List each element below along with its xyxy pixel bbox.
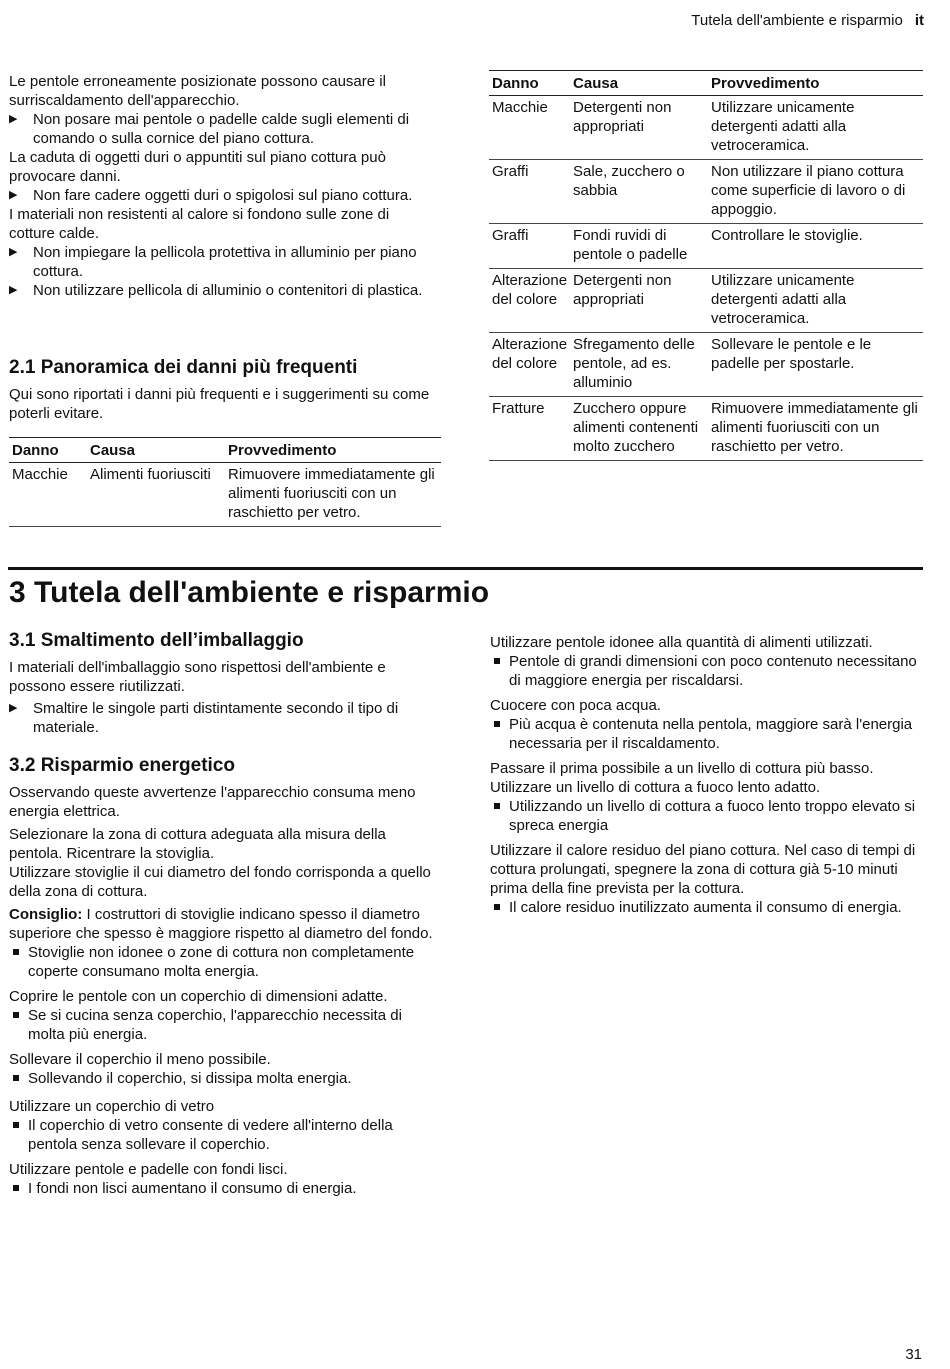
table-row <box>489 269 923 333</box>
triangle-bullet-icon: ▶ <box>9 113 18 125</box>
table-cell-provvedimento: Non utilizzare il piano cottura come superficie di lavoro o di appoggio. <box>708 160 923 224</box>
right-bottom-column <box>490 633 920 917</box>
table-cell-danno: Alterazione del colore <box>489 269 570 333</box>
list-item: ▶ Non posare mai pentole o padelle calde sugli elementi di comando o sulla cornice del piano cottura. <box>9 111 410 147</box>
list-item: Più acqua è contenuta nella pentola, maggiore sarà l'energia necessaria per il riscaldamento. <box>490 715 920 753</box>
table-cell-causa: Detergenti non appropriati <box>570 96 708 160</box>
table-row <box>489 96 923 160</box>
chapter-heading-container <box>9 576 489 610</box>
paragraph: Selezionare la zona di cottura adeguata alla misura della pentola. Ricentrare la stoviglia. <box>9 826 386 862</box>
square-bullet-icon <box>13 1012 19 1018</box>
table-cell-danno: Macchie <box>489 96 570 160</box>
table-row <box>489 224 923 269</box>
paragraph: Coprire le pentole con un coperchio di dimensioni adatte. <box>9 988 388 1005</box>
list-item: ▶ Smaltire le singole parti distintamente secondo il tipo di materiale. <box>9 700 399 736</box>
damage-table-right <box>489 70 923 461</box>
list-item: Stoviglie non idonee o zone di cottura non completamente coperte consumano molta energia. <box>9 943 441 981</box>
tip-label: Consiglio: <box>9 906 83 923</box>
table-cell-causa: Alimenti fuoriusciti <box>87 463 225 527</box>
paragraph: La caduta di oggetti duri o appuntiti sul piano cottura può provocare danni. <box>9 149 386 185</box>
column-header: Provvedimento <box>708 71 923 96</box>
triangle-bullet-icon: ▶ <box>9 284 18 296</box>
table-cell-provvedimento: Rimuovere immediatamente gli alimenti fuoriusciti con un raschietto per vetro. <box>225 463 441 527</box>
table-cell-provvedimento: Rimuovere immediatamente gli alimenti fuoriusciti con un raschietto per vetro. <box>708 397 923 461</box>
column-header: Provvedimento <box>225 438 441 463</box>
paragraph: Utilizzare pentole e padelle con fondi lisci. <box>9 1161 288 1178</box>
paragraph: I materiali dell'imballaggio sono rispettosi dell'ambiente e possono essere riutilizzati. <box>9 659 386 695</box>
list-item: I fondi non lisci aumentano il consumo di energia. <box>9 1179 441 1198</box>
column-header: Danno <box>489 71 570 96</box>
table-cell-causa: Sfregamento delle pentole, ad es. alluminio <box>570 333 708 397</box>
table-cell-provvedimento: Utilizzare unicamente detergenti adatti alla vetroceramica. <box>708 269 923 333</box>
list-item: Utilizzando un livello di cottura a fuoco lento troppo elevato si spreca energia <box>490 797 920 835</box>
square-bullet-icon <box>494 658 500 664</box>
chapter-heading: 3 Tutela dell'ambiente e risparmio <box>9 576 490 609</box>
list-item: Il coperchio di vetro consente di vedere all'interno della pentola senza sollevare il coperchio. <box>9 1116 441 1154</box>
table-cell-danno: Alterazione del colore <box>489 333 570 397</box>
damage-table-left <box>9 437 441 527</box>
square-bullet-icon <box>13 1122 19 1128</box>
square-bullet-icon <box>494 904 500 910</box>
list-item: ▶ Non fare cadere oggetti duri o spigolosi sul piano cottura. <box>9 187 413 204</box>
tip-paragraph: Consiglio: I costruttori di stoviglie indicano spesso il diametro superiore che spesso è maggiore rispetto al diametro del fondo. <box>9 906 433 942</box>
paragraph: Le pentole erroneamente posizionate possono causare il surriscaldamento dell'apparecchio. <box>9 73 386 109</box>
paragraph: Utilizzare stoviglie il cui diametro del fondo corrisponda a quello della zona di cottura. <box>9 864 431 900</box>
triangle-bullet-icon: ▶ <box>9 246 18 258</box>
list-item: Se si cucina senza coperchio, l'apparecchio necessita di molta più energia. <box>9 1006 441 1044</box>
square-bullet-icon <box>13 949 19 955</box>
table-cell-danno: Macchie <box>9 463 87 527</box>
list-item: Il calore residuo inutilizzato aumenta il consumo di energia. <box>490 898 920 917</box>
table-cell-provvedimento: Utilizzare unicamente detergenti adatti alla vetroceramica. <box>708 96 923 160</box>
table-cell-danno: Graffi <box>489 160 570 224</box>
paragraph: I materiali non resistenti al calore si fondono sulle zone di cotture calde. <box>9 206 390 242</box>
table-cell-causa: Sale, zucchero o sabbia <box>570 160 708 224</box>
paragraph: Passare il prima possibile a un livello di cottura più basso. Utilizzare un livello di cottura a fuoco lento adatto. <box>490 760 874 796</box>
table-row <box>9 463 441 527</box>
table-row <box>489 333 923 397</box>
table-cell-causa: Detergenti non appropriati <box>570 269 708 333</box>
triangle-bullet-icon: ▶ <box>9 189 18 201</box>
section-heading: 3.1 Smaltimento dell’imballaggio <box>9 630 304 651</box>
triangle-bullet-icon: ▶ <box>9 702 18 714</box>
paragraph: Qui sono riportati i danni più frequenti e i suggerimenti su come poterli evitare. <box>9 386 430 422</box>
paragraph: Cuocere con poca acqua. <box>490 697 661 714</box>
table-cell-causa: Fondi ruvidi di pentole o padelle <box>570 224 708 269</box>
column-header: Causa <box>570 71 708 96</box>
square-bullet-icon <box>13 1185 19 1191</box>
paragraph: Osservando queste avvertenze l'apparecchio consuma meno energia elettrica. <box>9 784 416 820</box>
section-heading: 3.2 Risparmio energetico <box>9 755 235 776</box>
chapter-rule <box>8 567 923 570</box>
list-item: ▶ Non impiegare la pellicola protettiva in alluminio per piano cottura. <box>9 244 417 280</box>
header-language: it <box>914 12 924 29</box>
running-header <box>691 12 924 29</box>
table-row <box>489 160 923 224</box>
table-cell-danno: Graffi <box>489 224 570 269</box>
table-cell-provvedimento: Controllare le stoviglie. <box>708 224 923 269</box>
column-header: Danno <box>9 438 87 463</box>
square-bullet-icon <box>494 721 500 727</box>
section-heading: 2.1 Panoramica dei danni più frequenti <box>9 357 358 378</box>
paragraph: Utilizzare pentole idonee alla quantità di alimenti utilizzati. <box>490 634 873 651</box>
section-2-1 <box>9 357 441 527</box>
table-cell-causa: Zucchero oppure alimenti contenenti molto zucchero <box>570 397 708 461</box>
page-number: 31 <box>905 1346 922 1363</box>
header-title: Tutela dell'ambiente e risparmio <box>691 12 903 29</box>
paragraph: Sollevare il coperchio il meno possibile. <box>9 1051 271 1068</box>
damage-table-right-container <box>489 70 923 461</box>
table-row <box>489 397 923 461</box>
table-cell-danno: Fratture <box>489 397 570 461</box>
column-header: Causa <box>87 438 225 463</box>
paragraph: Utilizzare il calore residuo del piano cottura. Nel caso di tempi di cottura prolungati, spegnere la zona di cottura già 5-10 minuti prima della fine prevista per la cottura. <box>490 842 916 897</box>
table-cell-provvedimento: Sollevare le pentole e le padelle per spostarle. <box>708 333 923 397</box>
list-item: Pentole di grandi dimensioni con poco contenuto necessitano di maggiore energia per riscaldarsi. <box>490 652 920 690</box>
square-bullet-icon <box>494 803 500 809</box>
list-item: Sollevando il coperchio, si dissipa molta energia. <box>9 1069 441 1088</box>
square-bullet-icon <box>13 1075 19 1081</box>
paragraph: Utilizzare un coperchio di vetro <box>9 1098 215 1115</box>
list-item: ▶ Non utilizzare pellicola di alluminio o contenitori di plastica. <box>9 282 423 299</box>
left-bottom-column <box>9 630 441 1198</box>
left-top-column <box>9 72 439 300</box>
